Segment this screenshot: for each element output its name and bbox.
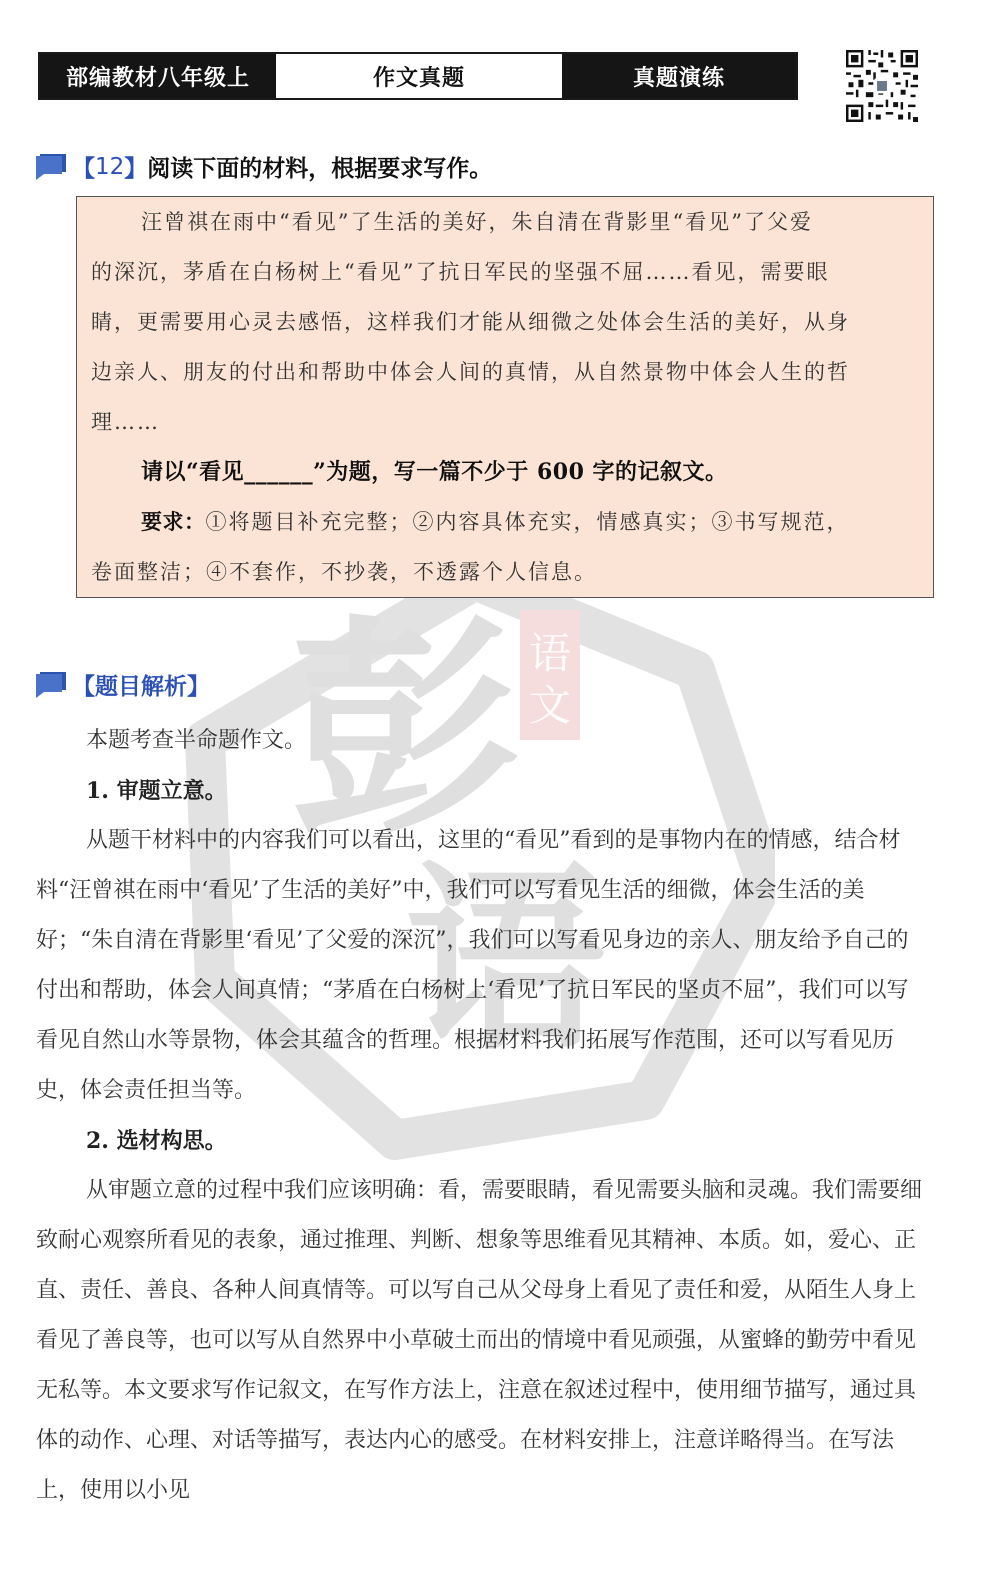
watermark-big-char-top: 彭: [289, 595, 521, 865]
question-heading: [36, 150, 492, 183]
analysis-subheading-2: 2. 选材构思。: [86, 1128, 227, 1154]
header-grade: 部编教材八年级上: [40, 54, 276, 98]
analysis-paragraph-2: 从审题立意的过程中我们应该明确：看，需要眼睛，看见需要头脑和灵魂。我们需要细致耐心观察所看见的表象，通过推理、判断、想象等思维看见其精神、本质。如，爱心、正直、责任、善良、各种人间真情等。可以写自己从父母身上看见了责任和爱，从陌生人身上看见了善良等，也可以写从自然界中小草破土而出的情境中看见顽强，从蜜蜂的勤劳中看见无私等。本文要求写作记叙文，在写作方法上，注意在叙述过程中，使用细节描写，通过具体的动作、心理、对话等描写，表达内心的感受。在材料安排上，注意详略得当。在写法上，使用以小见: [36, 1178, 923, 1503]
watermark-seal-char-1: 语: [528, 629, 572, 678]
watermark-big-char-bottom: 语: [404, 843, 606, 1078]
requirement-text-1: ①将题目补充完整；②内容具体充实，情感真实；③书写规范，: [205, 510, 850, 534]
question-title: 阅读下面的材料，根据要求写作。: [147, 156, 493, 182]
question-bracket-close: 】: [124, 156, 148, 182]
material-requirement-2: 卷面整洁；④不套作，不抄袭，不透露个人信息。: [91, 560, 597, 584]
header-section: 真题演练: [562, 54, 796, 98]
bookmark-flag-icon: [36, 672, 66, 698]
material-line-1: 汪曾祺在雨中“看见”了生活的美好，朱自清在背影里“看见”了父爱: [141, 210, 813, 234]
question-number: 12: [95, 153, 125, 180]
analysis-intro: 本题考查半命题作文。: [86, 728, 307, 753]
watermark-seal-char-2: 文: [528, 681, 572, 730]
analysis-body: [36, 716, 922, 1516]
header-bar: [38, 52, 798, 100]
header-category: 作文真题: [276, 54, 562, 98]
material-prompt: 请以“看见______”为题，写一篇不少于 600 字的记叙文。: [141, 459, 728, 485]
material-line-5: 理……: [91, 410, 160, 434]
analysis-subheading-1: 1. 审题立意。: [86, 778, 227, 804]
analysis-heading-text: 【题目解析】: [72, 674, 210, 700]
material-requirement-1: [91, 497, 921, 547]
material-line-4: 边亲人、朋友的付出和帮助中体会人间的真情，从自然景物中体会人生的哲: [91, 360, 850, 384]
analysis-heading: [36, 668, 210, 701]
bookmark-flag-icon: [36, 154, 66, 180]
material-line-3: 睛，更需要用心灵去感悟，这样我们才能从细微之处体会生活的美好，从身: [91, 310, 850, 334]
requirement-label: 要求：: [141, 509, 206, 534]
material-box: [76, 196, 934, 598]
analysis-paragraph-1: 从题干材料中的内容我们可以看出，这里的“看见”看到的是事物内在的情感，结合材料“汪曾祺在雨中‘看见’了生活的美好”中，我们可以写看见生活的细微，体会生活的美好；“朱自清在背影里‘看见’了父爱的深沉”，我们可以写看见身边的亲人、朋友给予自己的付出和帮助，体会人间真情；“茅盾在白杨树上‘看见’了抗日军民的坚贞不屈”，我们可以写看见自然山水等景物，体会其蕴含的哲理。根据材料我们拓展写作范围，还可以写看见历史，体会责任担当等。: [36, 828, 909, 1103]
question-bracket-open: 【: [72, 156, 95, 182]
qr-code-icon: [846, 50, 918, 122]
material-line-2: 的深沉，茅盾在白杨树上“看见”了抗日军民的坚强不屈……看见，需要眼: [91, 260, 830, 284]
